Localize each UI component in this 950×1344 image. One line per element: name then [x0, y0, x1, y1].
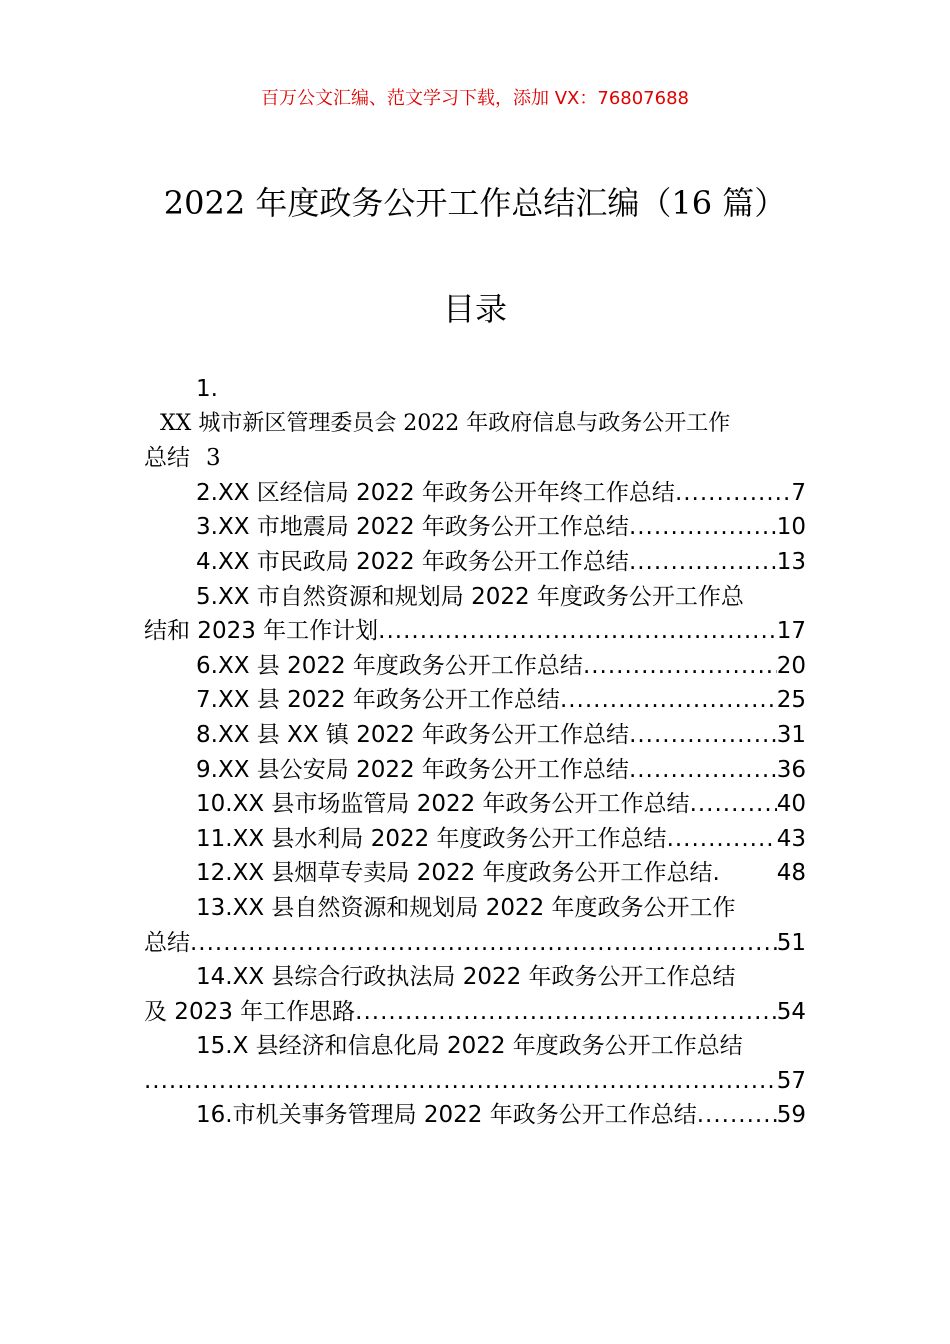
toc-item-3[interactable] [144, 510, 806, 545]
toc-item-15[interactable] [144, 1029, 806, 1064]
table-of-contents [144, 372, 806, 1133]
toc-item-11-page: 43 [776, 825, 806, 852]
toc-item-1-text: XX 城市新区管理委员会 2022 年政府信息与政务公开工作 [160, 410, 731, 436]
toc-item-14[interactable] [144, 960, 806, 995]
toc-item-10-text: 10.XX 县市场监管局 2022 年政务公开工作总结 [196, 791, 690, 818]
toc-item-1-continuation[interactable] [144, 441, 806, 476]
toc-item-8[interactable] [144, 718, 806, 753]
toc-item-3-text: 3.XX 市地震局 2022 年政务公开工作总结 [196, 514, 629, 541]
toc-item-6-text: 6.XX 县 2022 年度政务公开工作总结 [196, 652, 583, 679]
toc-item-7[interactable] [144, 683, 806, 718]
toc-item-15-leader [144, 1064, 777, 1099]
toc-item-8-page: 31 [776, 721, 806, 748]
toc-item-15-continuation[interactable] [144, 1064, 806, 1099]
toc-item-6[interactable] [144, 649, 806, 684]
toc-item-13-page: 51 [776, 929, 806, 956]
toc-item-4[interactable] [144, 545, 806, 580]
toc-item-11-text: 11.XX 县水利局 2022 年度政务公开工作总结 [196, 825, 667, 852]
header-watermark-note: 百万公文汇编、范文学习下载，添加 VX：76807688 [261, 88, 689, 109]
toc-item-10-leader [690, 787, 777, 822]
toc-item-10[interactable] [144, 787, 806, 822]
toc-item-13-text: 13.XX 县自然资源和规划局 2022 年度政务公开工作 [196, 894, 736, 921]
toc-item-9[interactable] [144, 753, 806, 788]
toc-item-14-text: 14.XX 县综合行政执法局 2022 年政务公开工作总结 [196, 964, 736, 991]
toc-item-7-page: 25 [776, 687, 806, 714]
toc-item-4-page: 13 [776, 548, 806, 575]
toc-item-5-text-cont: 结和 2023 年工作计划 [144, 618, 379, 645]
toc-item-2[interactable] [144, 476, 806, 511]
toc-item-10-page: 40 [776, 791, 806, 818]
toc-item-16[interactable] [144, 1098, 806, 1133]
toc-item-16-text: 16.市机关事务管理局 2022 年政务公开工作总结 [196, 1102, 697, 1129]
toc-item-3-page: 10 [776, 514, 806, 541]
toc-item-14-continuation[interactable] [144, 995, 806, 1030]
toc-item-5-leader [378, 614, 777, 649]
toc-item-13-continuation[interactable] [144, 926, 806, 961]
toc-item-1-number-line[interactable] [144, 372, 806, 407]
toc-item-11[interactable] [144, 822, 806, 857]
toc-item-15-page: 57 [776, 1067, 806, 1094]
toc-item-2-page: 7 [791, 479, 806, 506]
toc-item-13[interactable] [144, 891, 806, 926]
toc-item-12[interactable] [144, 856, 806, 891]
toc-item-5[interactable] [144, 580, 806, 615]
toc-item-2-text: 2.XX 区经信局 2022 年政务公开年终工作总结 [196, 479, 675, 506]
toc-item-15-text: 15.X 县经济和信息化局 2022 年度政务公开工作总结 [196, 1033, 743, 1060]
toc-item-1-line[interactable] [144, 407, 806, 442]
toc-item-9-page: 36 [776, 756, 806, 783]
toc-item-1-page: 3 [206, 445, 221, 472]
toc-item-8-text: 8.XX 县 XX 镇 2022 年政务公开工作总结 [196, 721, 630, 748]
toc-item-1-number: 1. [196, 376, 218, 402]
document-title: 2022 年度政务公开工作总结汇编（16 篇） [163, 184, 787, 222]
toc-item-9-text: 9.XX 县公安局 2022 年政务公开工作总结 [196, 756, 629, 783]
toc-item-14-page: 54 [776, 998, 806, 1025]
toc-item-14-text-cont: 及 2023 年工作思路 [144, 998, 356, 1025]
toc-item-6-leader [583, 649, 777, 684]
toc-item-4-text: 4.XX 市民政局 2022 年政务公开工作总结 [196, 548, 629, 575]
toc-item-12-text: 12.XX 县烟草专卖局 2022 年度政务公开工作总结. [196, 860, 720, 887]
toc-item-16-page: 59 [776, 1102, 806, 1129]
toc-item-16-leader [697, 1098, 777, 1133]
toc-item-5-page: 17 [776, 618, 806, 645]
toc-item-7-text: 7.XX 县 2022 年政务公开工作总结 [196, 687, 560, 714]
toc-item-14-leader [355, 995, 777, 1030]
toc-item-3-leader [629, 510, 777, 545]
toc-item-5-continuation[interactable] [144, 614, 806, 649]
toc-item-11-leader [667, 822, 777, 857]
toc-heading: 目录 [442, 290, 507, 328]
toc-item-4-leader [629, 545, 777, 580]
toc-item-2-leader [675, 476, 791, 511]
toc-item-13-leader [190, 926, 777, 961]
toc-item-12-page: 48 [776, 860, 806, 887]
toc-item-8-leader [629, 718, 777, 753]
toc-item-1-text-cont: 总结 [144, 445, 190, 472]
toc-item-6-page: 20 [776, 652, 806, 679]
toc-item-9-leader [629, 753, 777, 788]
toc-item-5-text: 5.XX 市自然资源和规划局 2022 年度政务公开工作总 [196, 583, 744, 610]
toc-item-13-text-cont: 总结 [144, 929, 190, 956]
toc-item-7-leader [560, 683, 777, 718]
